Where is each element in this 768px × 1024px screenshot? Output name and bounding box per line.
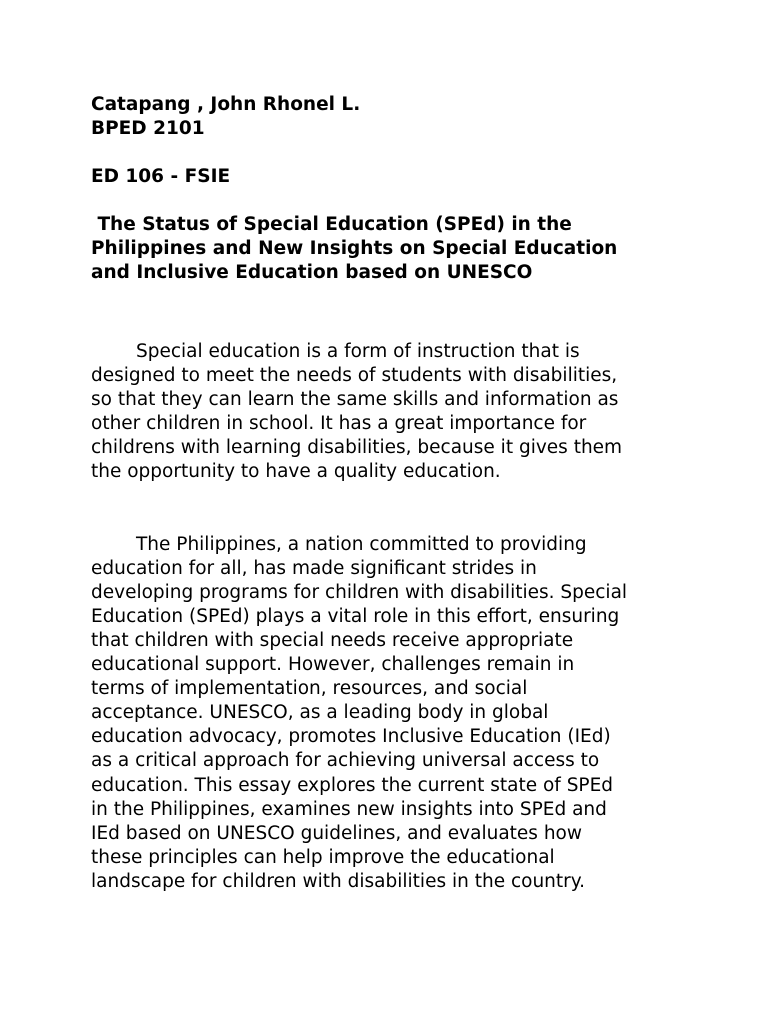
paragraph-line-text: Special education is a form of instruction that is (136, 341, 580, 362)
essay-title (91, 213, 691, 285)
paragraph-1 (91, 340, 691, 485)
document-content (91, 93, 691, 894)
paragraph-line (91, 533, 691, 557)
essay-title-line: The Status of Special Education (SPEd) in the (91, 214, 572, 235)
spacer (91, 141, 691, 165)
paragraph-line: other children in school. It has a great importance for (91, 413, 587, 435)
paragraph-line: education advocacy, promotes Inclusive Education (IEd) (91, 726, 611, 748)
student-section: BPED 2101 (91, 118, 205, 139)
spacer (91, 189, 691, 213)
paragraph-line: that children with special needs receive appropriate (91, 629, 574, 651)
student-name: Catapang , John Rhonel L. (91, 94, 361, 115)
essay-title-line: Philippines and New Insights on Special Education (91, 238, 618, 259)
paragraph-line: as a critical approach for achieving universal access to (91, 750, 600, 772)
paragraph-line: acceptance. UNESCO, as a leading body in global (91, 702, 549, 724)
paragraph-line (91, 340, 691, 364)
paragraph-line: so that they can learn the same skills and information as (91, 389, 619, 411)
paragraph-line: terms of implementation, resources, and social (91, 678, 528, 700)
paragraph-line: Education (SPEd) plays a vital role in this effort, ensuring (91, 605, 620, 627)
paragraph-line: IEd based on UNESCO guidelines, and evaluates how (91, 822, 582, 844)
paragraph-line: education for all, has made significant strides in (91, 557, 537, 579)
paragraph-line: designed to meet the needs of students with disabilities, (91, 365, 618, 387)
paragraph-line: these principles can help improve the educational (91, 846, 555, 868)
paragraph-line: education. This essay explores the current state of SPEd (91, 774, 614, 796)
paragraph-line: in the Philippines, examines new insights into SPEd and (91, 798, 607, 820)
essay-title-line: and Inclusive Education based on UNESCO (91, 262, 533, 283)
course-code: ED 106 - FSIE (91, 166, 231, 187)
paragraph-line: educational support. However, challenges remain in (91, 654, 575, 676)
paragraph-line: developing programs for children with disabilities. Special (91, 581, 628, 603)
paragraph-line: landscape for children with disabilities in the country. (91, 870, 585, 892)
paragraph-2 (91, 533, 691, 894)
paragraph-line-text: The Philippines, a nation committed to providing (136, 533, 587, 555)
paragraph-line: childrens with learning disabilities, because it gives them (91, 437, 623, 459)
paragraph-line: the opportunity to have a quality education. (91, 461, 501, 483)
